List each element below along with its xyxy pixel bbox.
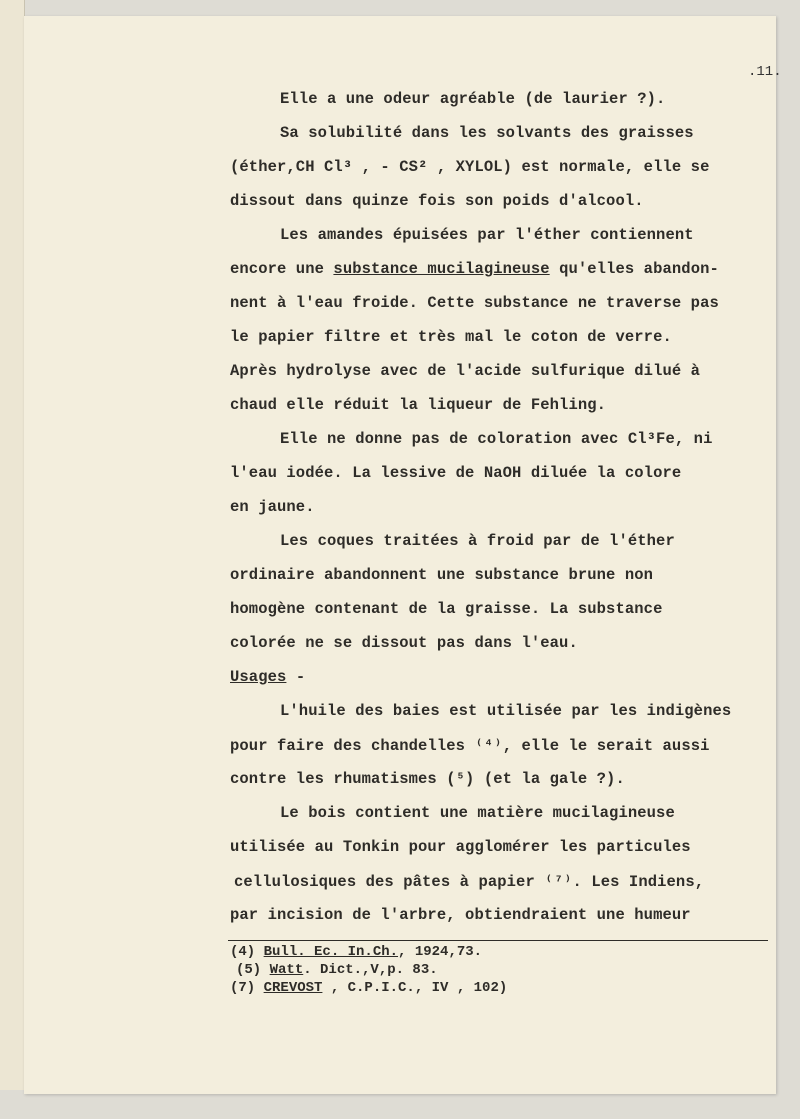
text-line: colorée ne se dissout pas dans l'eau. bbox=[230, 634, 578, 652]
text-line: utilisée au Tonkin pour agglomérer les particules bbox=[230, 838, 691, 856]
text-line: cellulosiques des pâtes à papier ⁽⁷⁾. Les Indiens, bbox=[234, 873, 705, 891]
footnote bbox=[236, 962, 438, 978]
text-line: Les amandes épuisées par l'éther contiennent bbox=[280, 226, 694, 244]
section-heading bbox=[230, 668, 305, 686]
text-line: Elle ne donne pas de coloration avec Cl³Fe, ni bbox=[280, 430, 713, 448]
text-fragment: qu'elles abandon- bbox=[549, 260, 719, 278]
text-line: Le bois contient une matière mucilagineuse bbox=[280, 804, 675, 822]
footnote-number: (5) bbox=[236, 962, 270, 978]
adjacent-page-edge bbox=[0, 0, 25, 1090]
footnote-detail: . Dict.,V,p. 83. bbox=[303, 962, 438, 978]
footnote bbox=[230, 944, 482, 960]
page-number: .11. bbox=[748, 64, 782, 80]
document-page bbox=[24, 16, 782, 1094]
footnote-reference: CREVOST bbox=[263, 980, 323, 996]
footnote-detail: , 1924,73. bbox=[398, 944, 483, 960]
text-line: Les coques traitées à froid par de l'éther bbox=[280, 532, 675, 550]
text-fragment: encore une bbox=[230, 260, 334, 278]
text-line: Après hydrolyse avec de l'acide sulfurique dilué à bbox=[230, 362, 701, 380]
text-line: en jaune. bbox=[230, 498, 315, 516]
text-line: Sa solubilité dans les solvants des graisses bbox=[280, 124, 694, 142]
text-line: par incision de l'arbre, obtiendraient une humeur bbox=[230, 906, 691, 924]
footnote-reference: Watt bbox=[269, 962, 304, 978]
text-line: Elle a une odeur agréable (de laurier ?). bbox=[280, 90, 666, 108]
text-line: ordinaire abandonnent une substance brune non bbox=[230, 566, 654, 584]
text-line: contre les rhumatismes (⁵) (et la gale ?). bbox=[230, 770, 625, 788]
text-line: dissout dans quinze fois son poids d'alcool. bbox=[230, 192, 644, 210]
footnote bbox=[230, 980, 507, 996]
text-line: (éther,CH Cl³ , - CS² , XYLOL) est normale, elle se bbox=[230, 158, 710, 176]
text-line: nent à l'eau froide. Cette substance ne traverse pas bbox=[230, 294, 719, 312]
text-line: L'huile des baies est utilisée par les indigènes bbox=[280, 702, 732, 720]
footnote-detail: , C.P.I.C., IV , 102) bbox=[322, 980, 508, 996]
text-line: chaud elle réduit la liqueur de Fehling. bbox=[230, 396, 607, 414]
underlined-term: substance mucilagineuse bbox=[333, 260, 550, 278]
footnote-number: (4) bbox=[230, 944, 264, 960]
footnote-reference: Bull. Ec. In.Ch. bbox=[263, 944, 399, 960]
text-line: pour faire des chandelles ⁽⁴⁾, elle le serait aussi bbox=[230, 737, 710, 755]
footnote-divider bbox=[228, 940, 768, 941]
heading-dash: - bbox=[286, 668, 306, 686]
heading-usages: Usages bbox=[230, 668, 287, 686]
text-line bbox=[230, 260, 719, 278]
footnote-number: (7) bbox=[230, 980, 264, 996]
text-line: homogène contenant de la graisse. La substance bbox=[230, 600, 663, 618]
text-line: le papier filtre et très mal le coton de verre. bbox=[230, 328, 672, 346]
text-line: l'eau iodée. La lessive de NaOH diluée la colore bbox=[230, 464, 682, 482]
